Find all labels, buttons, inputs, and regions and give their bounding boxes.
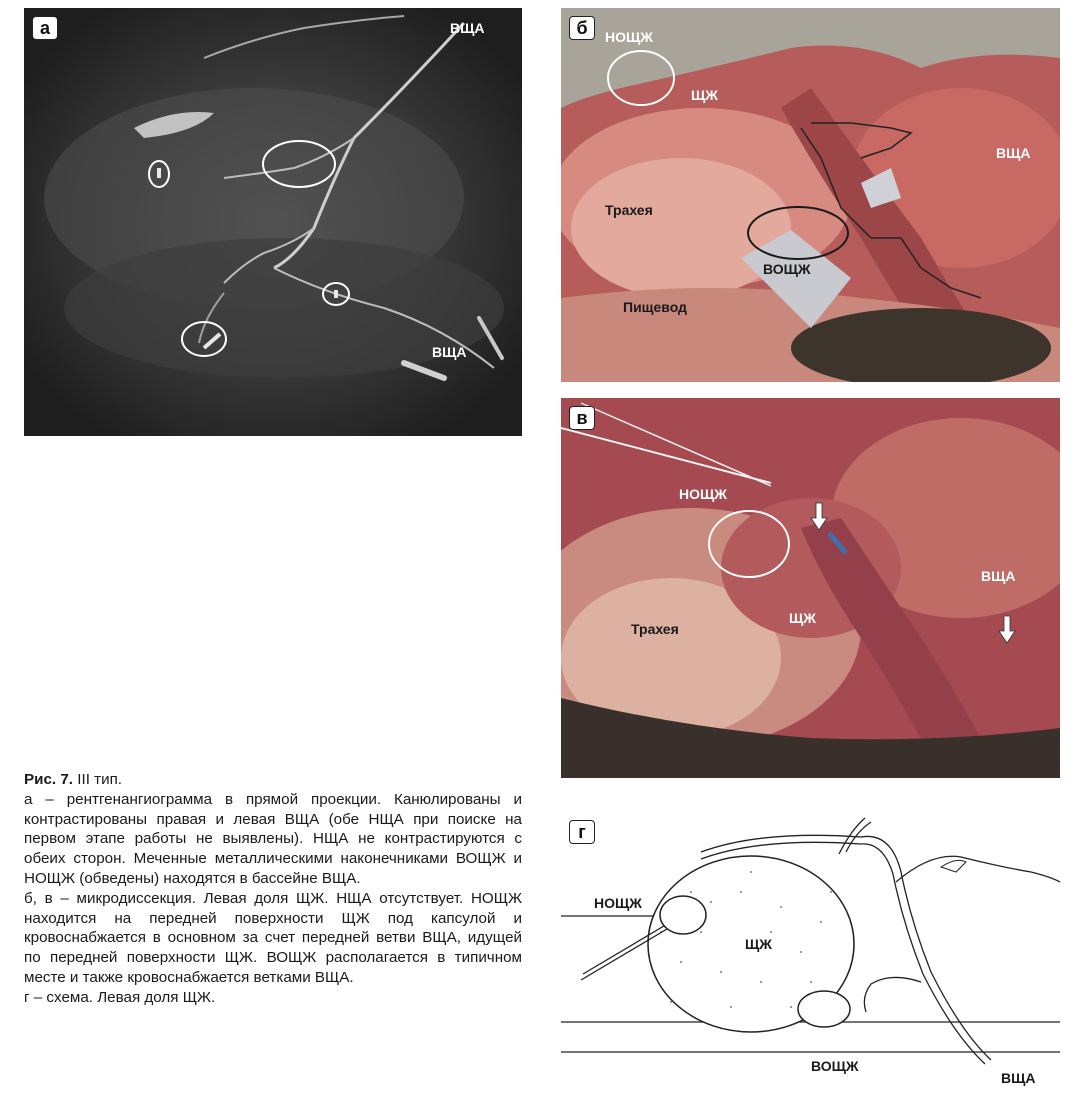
label-shzh: ЩЖ — [789, 610, 816, 626]
schematic-panel-g — [561, 812, 1060, 1092]
figure-caption — [24, 770, 522, 1008]
panel-letter-a: а — [32, 16, 58, 40]
upper-parathyroid-outline — [660, 896, 706, 934]
label-vshcha: ВЩА — [996, 145, 1031, 161]
caption-para-g: г – схема. Левая доля ЩЖ. — [24, 988, 216, 1006]
label-noshzh: НОЩЖ — [594, 895, 642, 911]
caption-para-bv: б, в – микродиссекция. Левая доля ЩЖ. НЩА отсутствует. НОЩЖ находится на передней поверхности ЩЖ под капсулой и кровоснабжается в основном за счет передней ветви ВЩА, идущей по передней поверхности ЩЖ. ВОЩЖ располагается в типичном месте и также кровоснабжается ветками ВЩА. — [24, 889, 522, 986]
label-voshzh: ВОЩЖ — [763, 261, 811, 277]
label-esophagus: Пищевод — [623, 299, 687, 315]
lower-parathyroid-outline — [798, 991, 850, 1027]
caption-title — [24, 770, 522, 790]
caption-title-rest: III тип. — [73, 771, 123, 788]
panel-letter-b: б — [569, 16, 595, 40]
dissection-panel-b — [561, 8, 1060, 382]
label-voshzh: ВОЩЖ — [811, 1058, 859, 1074]
label-shzh: ЩЖ — [691, 87, 718, 103]
schematic-drawing — [561, 812, 1060, 1092]
angiogram-panel-a — [24, 8, 522, 436]
label-vshcha: ВЩА — [981, 568, 1016, 584]
panel-letter-g: г — [569, 820, 595, 844]
caption-para-a: а – рентгенангиограмма в прямой проекции. Канюлированы и контрастированы правая и левая ВЩА (обе НЩА при поиске на первом этапе работы не выявлены). НЩА не контрастируются с обеих сторон. Меченные металлическими наконечниками ВОЩЖ и НОЩЖ (обведены) находятся в бассейне ВЩА. — [24, 790, 522, 887]
label-vshcha: ВЩА — [1001, 1070, 1036, 1086]
label-trachea: Трахея — [631, 621, 679, 637]
angiogram-image — [24, 8, 522, 436]
dissection-photo-v — [561, 398, 1060, 778]
dissection-photo-b — [561, 8, 1060, 382]
caption-title-bold: Рис. 7. — [24, 771, 74, 788]
dissection-panel-v — [561, 398, 1060, 778]
label-shzh: ЩЖ — [745, 936, 772, 952]
label-noshzh: НОЩЖ — [679, 486, 727, 502]
label-vshcha-bottom: ВЩА — [432, 344, 467, 360]
label-noshzh: НОЩЖ — [605, 29, 653, 45]
label-trachea: Трахея — [605, 202, 653, 218]
label-vshcha-top: ВЩА — [450, 20, 485, 36]
panel-letter-v: в — [569, 406, 595, 430]
